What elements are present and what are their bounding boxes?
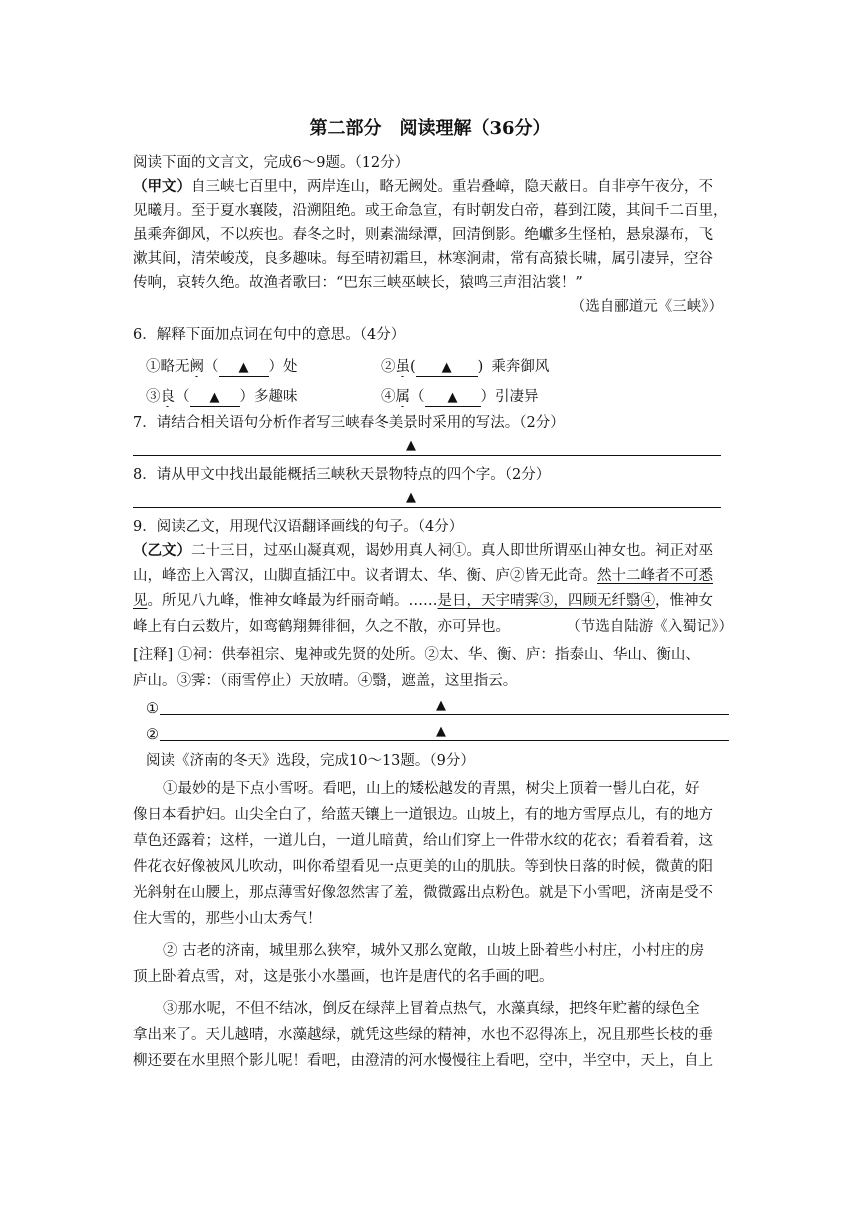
q6-a-dotted-word: 阙: [189, 359, 204, 375]
passage-p2-line-2: 顶上卧着点雪，对，这是张小水墨画，也许是唐代的名手画的吧。: [133, 969, 554, 985]
paren-close: ): [477, 359, 484, 375]
q6-item-b: [381, 357, 601, 377]
yi-text-3b: 。所见八九峰，惟神女峰最为纤丽奇峭。……: [147, 593, 438, 609]
q6-d-post: 引凄异: [495, 389, 539, 405]
q7-answer-line[interactable]: [133, 455, 721, 456]
q6-a-post: 处: [283, 359, 298, 375]
reading-intro-modern: 阅读《济南的冬天》选段，完成10～13题。（9分）: [146, 753, 475, 769]
yi-underlined-sentence-2: 是日，天宇晴霁③，四顾无纤翳④: [437, 593, 655, 609]
q9-answer-line-1[interactable]: [160, 714, 729, 715]
q6-d-blank[interactable]: ▲: [425, 390, 481, 407]
passage-p1-line-3: 草色还露着；这样，一道儿白，一道儿暗黄，给山们穿上一件带水纹的花衣；看着看着，这: [133, 833, 713, 849]
passage-p1-line-4: 件花衣好像被风儿吹动，叫你希望看见一点更美的山的肌肤。等到快日落的时候，微黄的阳: [133, 859, 713, 875]
q9-answer-2-mark: ▲: [436, 724, 446, 739]
page-title: 第二部分 阅读理解（36分）: [309, 118, 551, 139]
q6-stem: 6．解释下面加点词在句中的意思。（4分）: [133, 327, 406, 343]
passage-p1-line-1: ①最妙的是下点小雪呀。看吧，山上的矮松越发的青黑，树尖上顶着一髻儿白花，好: [163, 781, 700, 797]
jia-line-1: [133, 177, 733, 197]
q6-a-blank[interactable]: ▲: [219, 360, 269, 377]
q6-b-pre: ②: [381, 359, 396, 375]
jia-line-4: 漱其间，清荣峻茂，良多趣味。每至晴初霜旦，林寒涧肃，常有高猿长啸，属引凄异，空谷: [133, 251, 713, 267]
q6-a-pre: ①略无: [146, 359, 190, 375]
yi-line-1: [133, 541, 733, 561]
q6-b-post: 乘奔御风: [491, 359, 550, 375]
yi-note-2: 庐山。③霁：（雨雪停止）天放晴。④翳，遮盖，这里指云。: [133, 673, 518, 689]
q6-item-c: [146, 387, 366, 407]
jia-text-1: 自三峡七百里中，两岸连山，略无阙处。重岩叠嶂，隐天蔽日。自非亭午夜分，不: [191, 179, 713, 195]
q6-c-blank[interactable]: ▲: [190, 390, 240, 407]
q6-c-post: 多趣味: [254, 389, 298, 405]
yi-underlined-sentence-1-end: 见: [133, 593, 148, 609]
passage-p2-line-1: ② 古老的济南，城里那么狭窄，城外又那么宽敞，山坡上卧着些小村庄，小村庄的房: [163, 943, 705, 959]
paren-close: ）: [480, 389, 495, 405]
yi-label: （乙文）: [133, 542, 191, 559]
q7-stem: 7．请结合相关语句分析作者写三峡春冬美景时采用的写法。（2分）: [133, 415, 565, 431]
passage-p3-line-2: 拿出来了。天儿越晴，水藻越绿，就凭这些绿的精神，水也不忍得冻上，况且那些长枝的垂: [133, 1027, 713, 1043]
q9-answer-line-2[interactable]: [160, 740, 729, 741]
jia-line-5: 传响，哀转久绝。故渔者歌曰：“巴东三峡巫峡长，猿鸣三声泪沾裳！”: [133, 275, 583, 291]
passage-p1-line-5: 光斜射在山腰上，那点薄雪好像忽然害了羞，微微露出点粉色。就是下小雪吧，济南是受不: [133, 885, 713, 901]
paren-open: (: [410, 359, 416, 375]
q6-d-pre: ④: [381, 389, 396, 405]
paren-open: （: [410, 389, 425, 405]
yi-line-4: 峰上有白云数片，如鸾鹤翔舞徘徊，久之不散，亦可异也。: [133, 619, 510, 635]
paren-close: ）: [268, 359, 283, 375]
yi-note-1: [注释] ①祠：供奉祖宗、鬼神或先贤的处所。②太、华、衡、庐：指泰山、华山、衡山、: [133, 647, 700, 663]
yi-underlined-sentence-1: 然十二峰者不可悉: [597, 568, 713, 584]
yi-text-2a: 山，峰峦上入霄汉，山脚直插江中。议者谓太、华、衡、庐②皆无此奇。: [133, 568, 597, 584]
paren-close: ）: [239, 389, 254, 405]
q8-stem: 8．请从甲文中找出最能概括三峡秋天景物特点的四个字。（2分）: [133, 467, 551, 483]
q8-answer-mark: ▲: [406, 490, 416, 505]
q6-item-a: [146, 357, 366, 377]
q9-answer-2-label: ②: [146, 727, 159, 743]
yi-line-2: [133, 566, 733, 586]
q7-answer-mark: ▲: [406, 438, 416, 453]
q6-item-d: [381, 387, 601, 407]
passage-p1-line-2: 像日本看护妇。山尖全白了，给蓝天镶上一道银边。山坡上，有的地方雪厚点儿，有的地方: [133, 807, 713, 823]
passage-p3-line-1: ③那水呢，不但不结冰，倒反在绿萍上冒着点热气，水藻真绿，把终年贮蓄的绿色全: [163, 1001, 700, 1017]
yi-text-1: 二十三日，过巫山凝真观，谒妙用真人祠①。真人即世所谓巫山神女也。祠正对巫: [191, 543, 713, 559]
q6-b-blank[interactable]: ▲: [416, 360, 478, 377]
jia-line-2: 见曦月。至于夏水襄陵，沿溯阻绝。或王命急宣，有时朝发白帝，暮到江陵，其间千二百里，: [133, 203, 728, 219]
q9-answer-1-mark: ▲: [436, 698, 446, 713]
q9-answer-1-label: ①: [146, 701, 159, 717]
passage-p3-line-3: 柳还要在水里照个影儿呢！看吧，由澄清的河水慢慢往上看吧，空中，半空中，天上，自上: [133, 1053, 713, 1069]
jia-source: （选自郦道元《三峡》）: [570, 299, 723, 315]
jia-label: （甲文）: [133, 178, 191, 195]
passage-p1-line-6: 住大雪的，那些小山太秀气！: [133, 911, 322, 927]
yi-line-3: [133, 591, 733, 611]
reading-intro-classical: 阅读下面的文言文，完成6～9题。（12分）: [133, 155, 410, 171]
yi-source: （节选自陆游《入蜀记》）: [566, 619, 733, 635]
yi-text-3d: ，惟神女: [655, 593, 713, 609]
paren-open: （: [204, 359, 219, 375]
q6-d-dotted-word: 属: [395, 389, 410, 405]
jia-line-3: 虽乘奔御风，不以疾也。春冬之时，则素湍绿潭，回清倒影。绝巘多生怪柏，悬泉瀑布，飞: [133, 227, 713, 243]
q8-answer-line[interactable]: [133, 507, 721, 508]
q6-c-dotted-word: 良: [160, 389, 175, 405]
q6-c-pre: ③: [146, 389, 161, 405]
q6-b-dotted-word: 虽: [395, 359, 410, 375]
q9-stem: 9．阅读乙文，用现代汉语翻译画线的句子。（4分）: [133, 519, 464, 535]
paren-open: （: [175, 389, 190, 405]
